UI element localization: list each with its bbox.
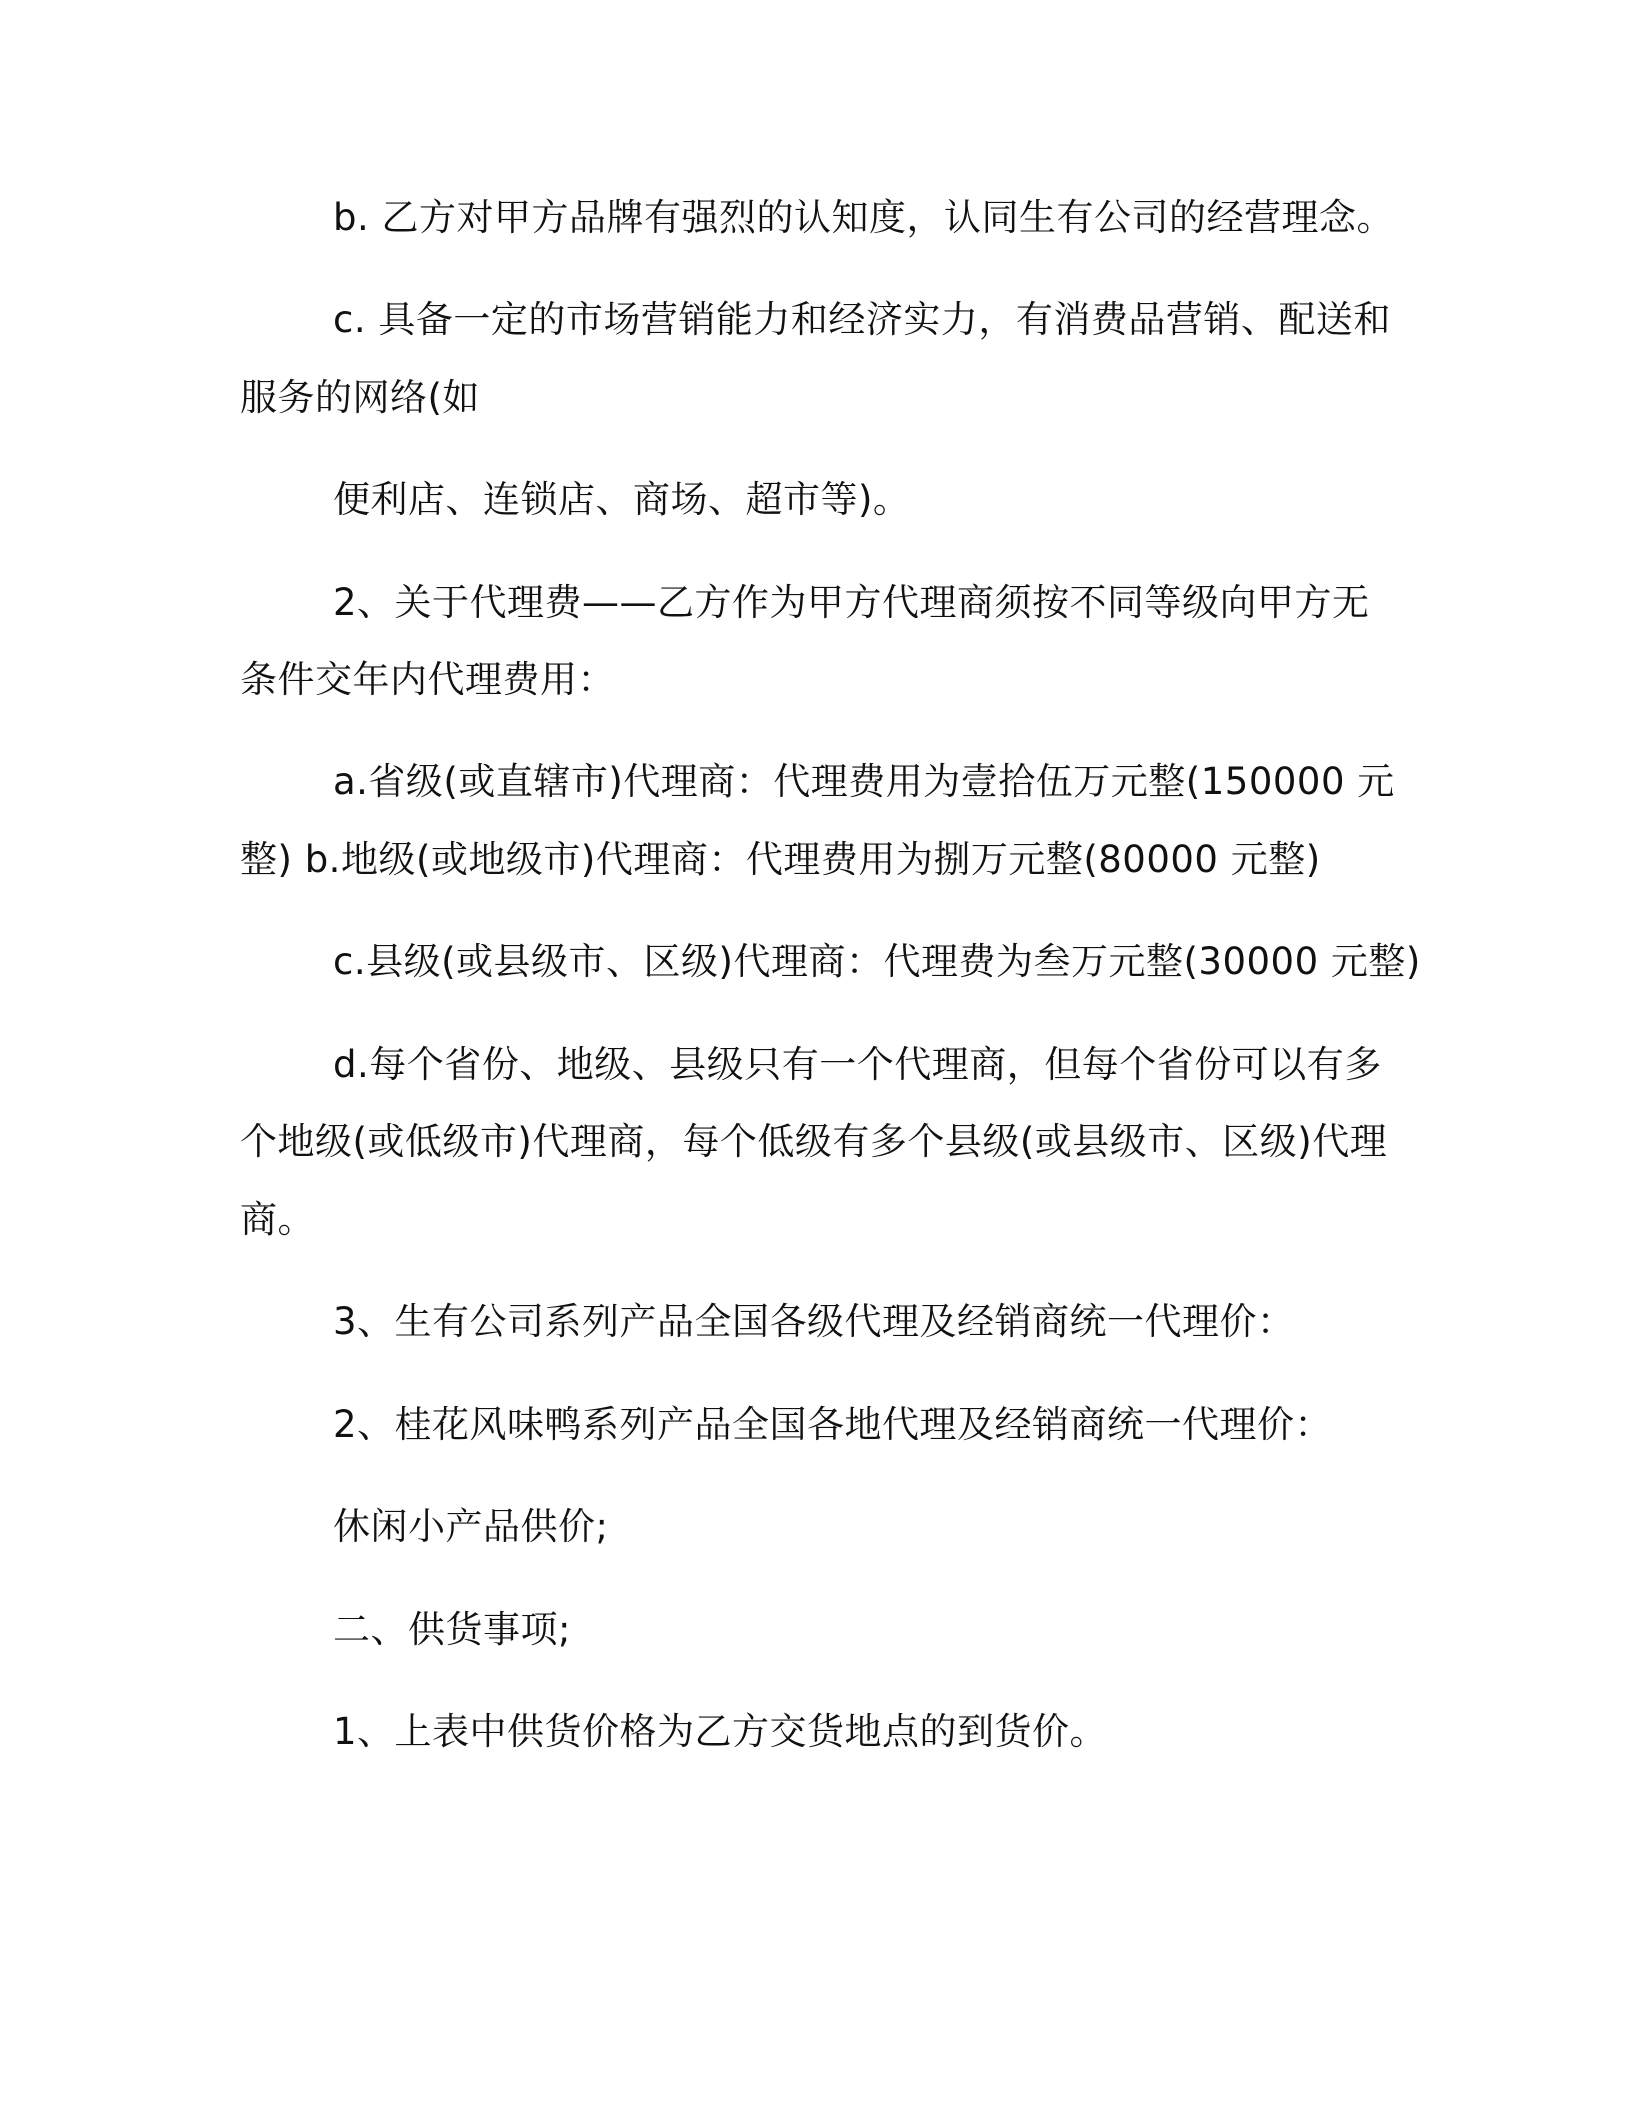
text-line: 1、上表中供货价格为乙方交货地点的到货价。 <box>333 1710 1108 1753</box>
text-line: 条件交年内代理费用： <box>240 658 615 701</box>
text-line: 3、生有公司系列产品全国各级代理及经销商统一代理价： <box>333 1300 1295 1343</box>
text-line: a.省级(或直辖市)代理商：代理费用为壹拾伍万元整(150000 元 <box>333 760 1395 803</box>
text-line: 个地级(或低级市)代理商，每个低级有多个县级(或县级市、区级)代理 <box>240 1120 1388 1163</box>
text-line: 服务的网络(如 <box>240 376 480 419</box>
text-line: d.每个省份、地级、县级只有一个代理商，但每个省份可以有多 <box>333 1043 1382 1086</box>
text-line: 二、供货事项; <box>333 1608 571 1651</box>
text-line: c.县级(或县级市、区级)代理商：代理费为叁万元整(30000 元整) <box>333 940 1421 983</box>
text-line: 休闲小产品供价; <box>333 1505 609 1548</box>
text-line: 商。 <box>240 1198 315 1241</box>
text-line: b. 乙方对甲方品牌有强烈的认知度，认同生有公司的经营理念。 <box>333 196 1395 239</box>
text-line: c. 具备一定的市场营销能力和经济实力，有消费品营销、配送和 <box>333 298 1391 341</box>
text-line: 便利店、连锁店、商场、超市等)。 <box>333 478 911 521</box>
text-line: 2、桂花风味鸭系列产品全国各地代理及经销商统一代理价： <box>333 1403 1333 1446</box>
text-line: 整) b.地级(或地级市)代理商：代理费用为捌万元整(80000 元整) <box>240 838 1321 881</box>
text-line: 2、关于代理费——乙方作为甲方代理商须按不同等级向甲方无 <box>333 581 1370 624</box>
